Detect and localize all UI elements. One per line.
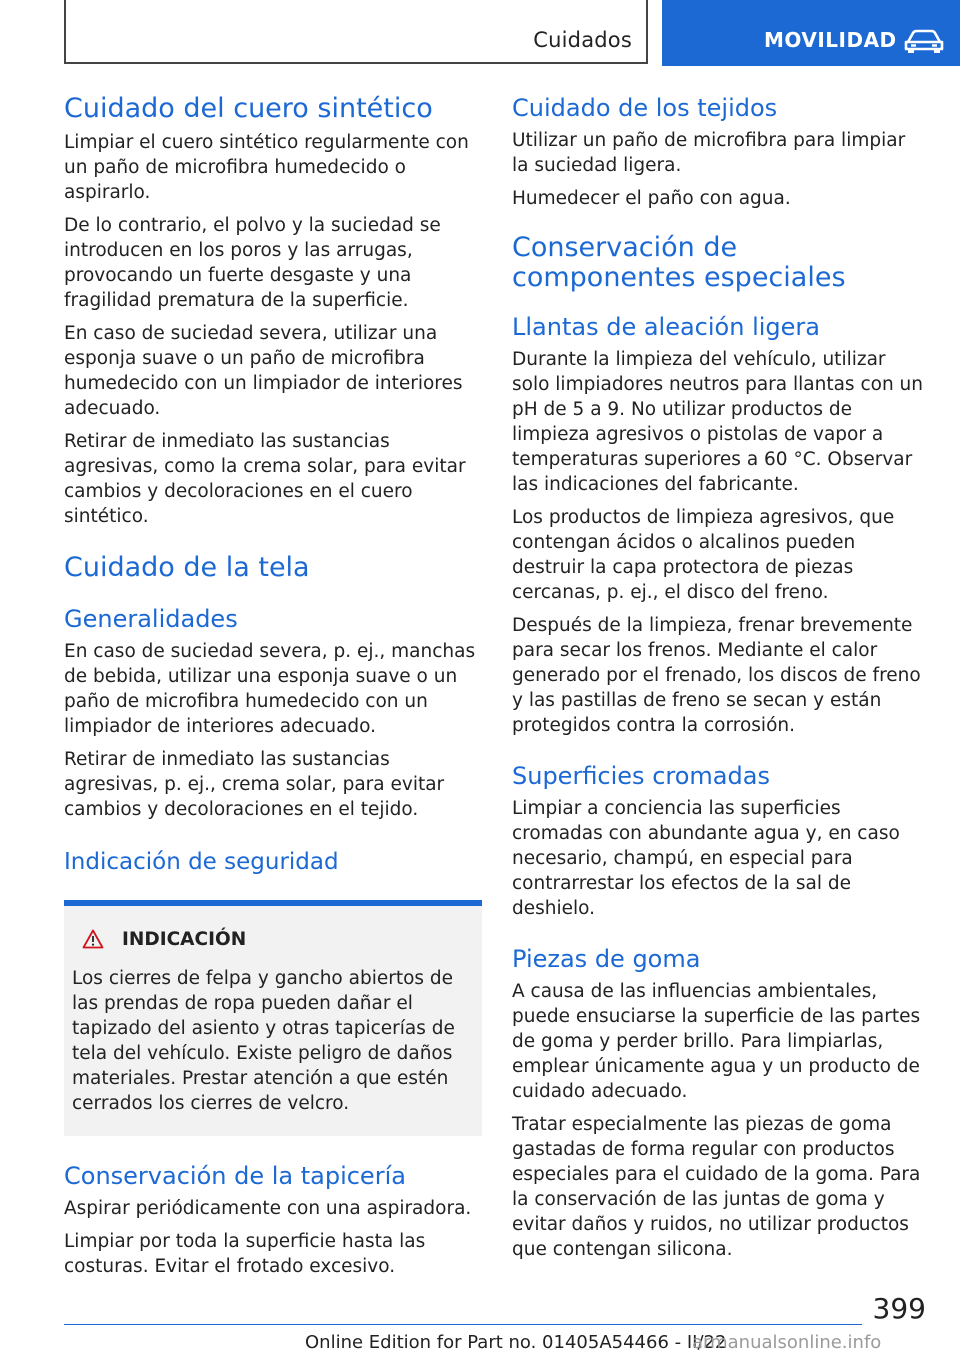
header-section-label: Cuidados [533,28,632,52]
header-section-box [64,0,648,64]
left-column [64,94,482,1279]
paragraph: Retirar de inmediato las sustancias agresivas, p. ej., crema solar, para evitar cambios y decoloraciones en el tejido. [64,749,445,820]
subsection-title-general: Generalidades [64,605,238,633]
subsection-title-rubber: Piezas de goma [512,945,701,973]
section-title-fabric-care: Cuidado de la tela [64,552,310,583]
paragraph: A causa de las influencias ambientales, puede ensuciarse la superficie de las partes de goma y perder brillo. Para limpiarlas, emplear únicamente agua y un producto de cuidado adecuado. [512,981,921,1102]
footer-watermark: armanualsonline.info [692,1332,882,1353]
warning-text: Los cierres de felpa y gancho abiertos de las prendas de ropa pueden dañar el tapizado del asiento y otras tapicerías de tela del vehículo. Existe peligro de daños materiales. Prestar atención a que estén cerrados los cierres de velcro. [72,968,455,1114]
paragraph: En caso de suciedad severa, p. ej., manchas de bebida, utilizar una esponja suave o un paño de microfibra humedecido con un limpiador de interiores adecuado. [64,641,476,737]
paragraph: Los productos de limpieza agresivos, que contengan ácidos o alcalinos pueden destruir la capa protectora de piezas cercanas, p. ej., el disco del freno. [512,507,895,603]
paragraph: Aspirar periódicamente con una aspiradora. [64,1198,472,1219]
paragraph: Retirar de inmediato las sustancias agresivas, como la crema solar, para evitar cambios y decoloraciones en el cuero sintético. [64,431,466,527]
paragraph: Limpiar el cuero sintético regularmente con un paño de microfibra humedecido o aspirarlo. [64,132,469,203]
warning-header [72,924,474,954]
header-chapter-tab[interactable] [662,0,960,66]
car-icon [904,28,944,54]
paragraph: Tratar especialmente las piezas de goma gastadas de forma regular con productos especiales para el cuidado de la goma. Para la conservación de las juntas de goma y evitar daños y ruidos, no utilizar productos que contengan silicona. [512,1114,921,1260]
warning-title: INDICACIÓN [122,928,247,950]
subsection-title-alloy-wheels: Llantas de aleación ligera [512,313,820,341]
subsection-title-textiles: Cuidado de los tejidos [512,94,778,122]
section-title-synthetic-leather: Cuidado del cuero sintético [64,93,433,124]
page-number: 399 [872,1292,926,1325]
subsection-title-safety: Indicación de seguridad [64,849,339,875]
paragraph: Limpiar a conciencia las superficies cromadas con abundante agua y, en caso necesario, champú, en especial para contrarrestar los efectos de la sal de deshielo. [512,798,900,919]
warning-box [64,900,482,1136]
paragraph: Después de la limpieza, frenar brevemente para secar los frenos. Mediante el calor generado por el frenado, los discos de freno y las pastillas de freno se secan y están protegidos contra la corrosión. [512,615,921,736]
section-title-special-components: Conservación de componentes especiales [512,232,846,293]
footer-edition-text: Online Edition for Part no. 01405A54466 - II/22 [305,1332,727,1353]
footer-divider [64,1324,862,1325]
right-column [512,94,926,1262]
paragraph: De lo contrario, el polvo y la suciedad se introducen en los poros y las arrugas, provocando un fuerte desgaste y una fragilidad prematura de la superficie. [64,215,441,311]
subsection-title-upholstery: Conservación de la tapicería [64,1162,406,1190]
paragraph: En caso de suciedad severa, utilizar una esponja suave o un paño de microfibra humedecido con un limpiador de interiores adecuado. [64,323,463,419]
paragraph: Limpiar por toda la superficie hasta las costuras. Evitar el frotado excesivo. [64,1231,426,1277]
paragraph: Durante la limpieza del vehículo, utilizar solo limpiadores neutros para llantas con un pH de 5 a 9. No utilizar productos de limpieza agresivos o pistolas de vapor a temperaturas superiores a 60 °C. Observar las indicaciones del fabricante. [512,349,924,495]
subsection-title-chrome: Superficies cromadas [512,762,770,790]
paragraph: Humedecer el paño con agua. [512,188,791,209]
warning-triangle-icon [82,929,104,949]
header-tab-label: MOVILIDAD [764,28,897,52]
paragraph: Utilizar un paño de microfibra para limpiar la suciedad ligera. [512,130,906,176]
